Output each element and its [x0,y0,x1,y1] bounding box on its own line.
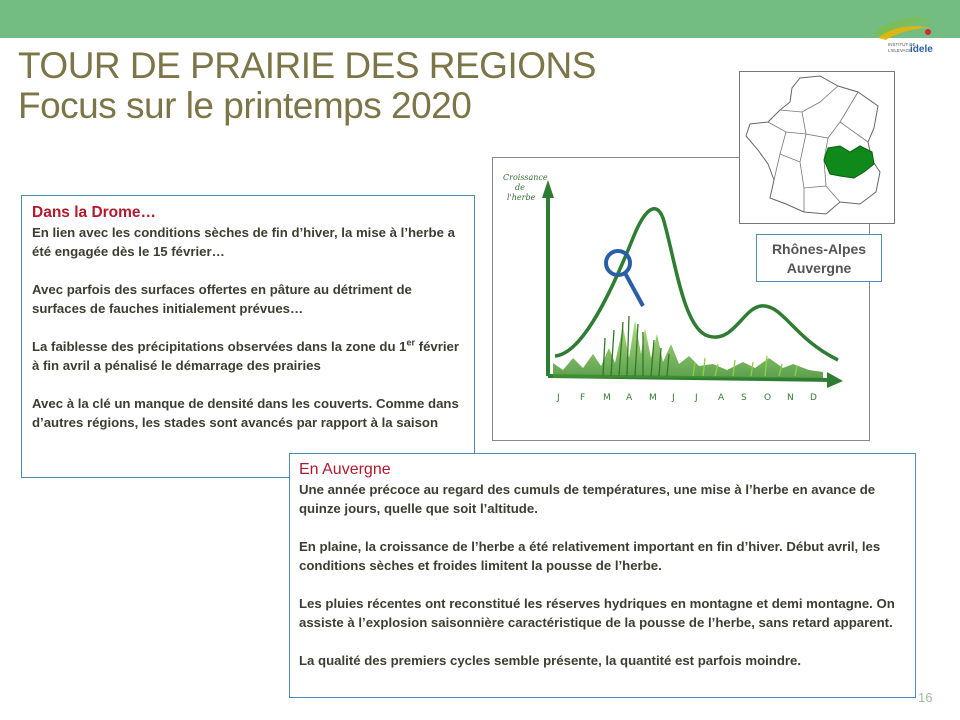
month-jun: J [672,393,675,403]
x-axis-arrow [827,372,843,388]
page-title [18,46,596,126]
month-dec: D [810,393,817,403]
title-line-2: Focus sur le printemps 2020 [18,85,472,126]
month-jul: J [695,393,698,403]
france-map [739,71,895,224]
page-number: 16 [918,690,933,705]
month-may: M [649,393,657,403]
drome-paragraph-3 [32,337,464,375]
auvergne-paragraph-3: Les pluies récentes ont reconstitué les réserves hydriques en montagne et demi montagne. On assiste à l’explosion saisonnière caractéristique de la pousse de l’herbe, sans retard apparent. [299,596,895,630]
ylabel-line-3: l'herbe [507,193,536,202]
drome-p3-sup: er [406,337,416,348]
auvergne-paragraph-4: La qualité des premiers cycles semble présente, la quantité est parfois moindre. [299,653,802,668]
month-oct: O [764,393,772,403]
auvergne-paragraph-2: En plaine, la croissance de l’herbe a été relativement important en fin d’hiver. Début avril, les conditions sèches et froides limitent la pousse de l’herbe. [299,539,881,573]
drome-paragraph-2: Avec parfois des surfaces offertes en pâture au détriment de surfaces de fauches initialement prévues… [32,282,412,316]
growth-curve [555,209,838,360]
grass-strip [553,316,823,378]
drome-paragraph-1: En lien avec les conditions sèches de fin d’hiver, la mise à l’herbe a été engagée dès le 15 février… [32,225,455,259]
auvergne-textbox [289,453,916,698]
logo-brand: idele [910,44,933,55]
month-aug: A [718,393,725,403]
idele-logo [868,12,940,64]
auvergne-paragraph-1: Une année précoce au regard des cumuls de températures, une mise à l’herbe en avance de quinze jours, quelle que soit l’altitude. [299,482,876,516]
month-mar: M [603,393,611,403]
month-jan: J [557,393,560,403]
logo-text-2: L'ELEVAGE [888,48,913,53]
y-axis-arrow [542,180,554,198]
ylabel-line-1: Croissance [503,173,548,182]
month-sep: S [741,393,747,403]
logo-text-1: INSTITUT DE [888,42,916,47]
drome-heading: Dans la Drome… [32,204,157,221]
auvergne-heading: En Auvergne [299,461,391,478]
month-nov: N [787,393,794,403]
drome-textbox [21,195,475,478]
region-label-line-2: Auvergne [786,260,852,276]
region-label-line-1: Rhônes-Alpes [771,241,867,257]
month-apr: A [626,393,633,403]
france-map-drawing [740,72,894,223]
top-banner [0,0,960,38]
drome-p3-start: La faiblesse des précipitations observées dans la zone du 1 [32,339,407,354]
region-label [756,234,882,282]
drome-p3-end: février à fin avril a pénalisé le démarrage des prairies [32,339,460,373]
ylabel-line-2: de [515,183,525,192]
month-labels [556,393,817,403]
title-line-1: TOUR DE PRAIRIE DES REGIONS [18,45,596,86]
month-feb: F [580,393,586,403]
drome-paragraph-4: Avec à la clé un manque de densité dans les couverts. Comme dans d’autres régions, les stades sont avancés par rapport à la saison [32,396,459,430]
